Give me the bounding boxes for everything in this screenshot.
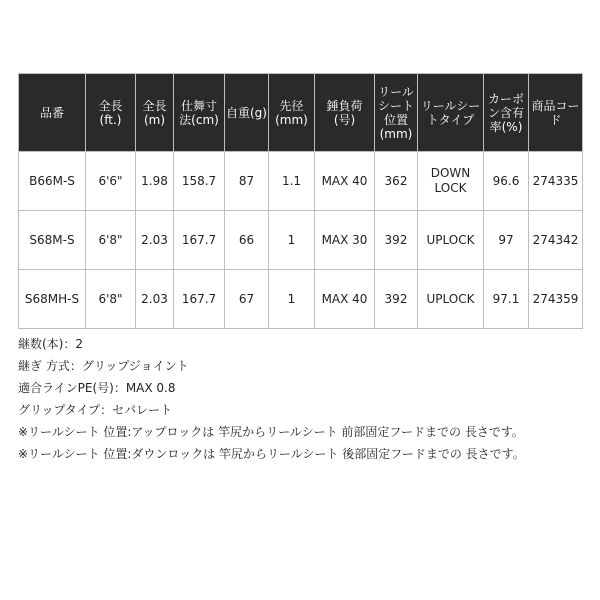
table-cell: UPLOCK bbox=[418, 211, 484, 270]
note-piece-count: 継数(本)：2 bbox=[18, 337, 83, 351]
table-cell: 6'8" bbox=[86, 211, 136, 270]
table-cell: 158.7 bbox=[174, 152, 225, 211]
table-cell: 2.03 bbox=[136, 270, 174, 329]
table-cell: 1.1 bbox=[269, 152, 315, 211]
table-cell: 1 bbox=[269, 211, 315, 270]
table-cell: UPLOCK bbox=[418, 270, 484, 329]
table-cell: MAX 30 bbox=[315, 211, 375, 270]
note-grip-type: グリップタイプ：セパレート bbox=[18, 403, 173, 417]
table-cell: MAX 40 bbox=[315, 152, 375, 211]
table-cell: MAX 40 bbox=[315, 270, 375, 329]
table-row bbox=[19, 152, 583, 211]
table-cell: 362 bbox=[375, 152, 418, 211]
table-cell: 167.7 bbox=[174, 270, 225, 329]
header-cell: 品番 bbox=[19, 74, 86, 152]
table-cell: 1.98 bbox=[136, 152, 174, 211]
table-cell: 1 bbox=[269, 270, 315, 329]
spec-notes bbox=[18, 333, 588, 465]
table-row bbox=[19, 270, 583, 329]
header-cell: 商品コード bbox=[529, 74, 583, 152]
table-cell: 6'6" bbox=[86, 152, 136, 211]
table-cell: 6'8" bbox=[86, 270, 136, 329]
table-row bbox=[19, 211, 583, 270]
note-downlock-position: ※リールシート 位置:ダウンロックは 竿尻からリールシート 後部固定フードまでの 長さです。 bbox=[18, 447, 525, 461]
table-cell: S68M-S bbox=[19, 211, 86, 270]
table-cell: 167.7 bbox=[174, 211, 225, 270]
note-uplock-position: ※リールシート 位置:アップロックは 竿尻からリールシート 前部固定フードまでの 長さです。 bbox=[18, 425, 524, 439]
header-cell: 先径 (mm) bbox=[269, 74, 315, 152]
header-row bbox=[19, 74, 583, 152]
table-cell: 2.03 bbox=[136, 211, 174, 270]
table-cell: S68MH-S bbox=[19, 270, 86, 329]
table-cell: 67 bbox=[225, 270, 269, 329]
table-cell: 274359 bbox=[529, 270, 583, 329]
table-cell: 97 bbox=[484, 211, 529, 270]
header-cell: 自重(g) bbox=[225, 74, 269, 152]
header-cell: カーボ ン含有 率(%) bbox=[484, 74, 529, 152]
spec-table bbox=[18, 73, 583, 329]
table-cell: 87 bbox=[225, 152, 269, 211]
table-cell: 274335 bbox=[529, 152, 583, 211]
header-cell: 全長 (m) bbox=[136, 74, 174, 152]
header-cell: リールシー トタイプ bbox=[418, 74, 484, 152]
header-cell: 錘負荷 (号) bbox=[315, 74, 375, 152]
table-cell: 96.6 bbox=[484, 152, 529, 211]
header-cell: リール シート 位置 (mm) bbox=[375, 74, 418, 152]
header-cell: 仕舞寸 法(cm) bbox=[174, 74, 225, 152]
note-joint-method: 継ぎ 方式：グリップジョイント bbox=[18, 359, 189, 373]
table-cell: 66 bbox=[225, 211, 269, 270]
table-cell: 97.1 bbox=[484, 270, 529, 329]
table-cell: B66M-S bbox=[19, 152, 86, 211]
table-cell: 392 bbox=[375, 270, 418, 329]
table-cell: DOWN LOCK bbox=[418, 152, 484, 211]
header-cell: 全長 (ft.) bbox=[86, 74, 136, 152]
note-line-pe: 適合ラインPE(号)：MAX 0.8 bbox=[18, 381, 176, 395]
table-cell: 392 bbox=[375, 211, 418, 270]
table-cell: 274342 bbox=[529, 211, 583, 270]
